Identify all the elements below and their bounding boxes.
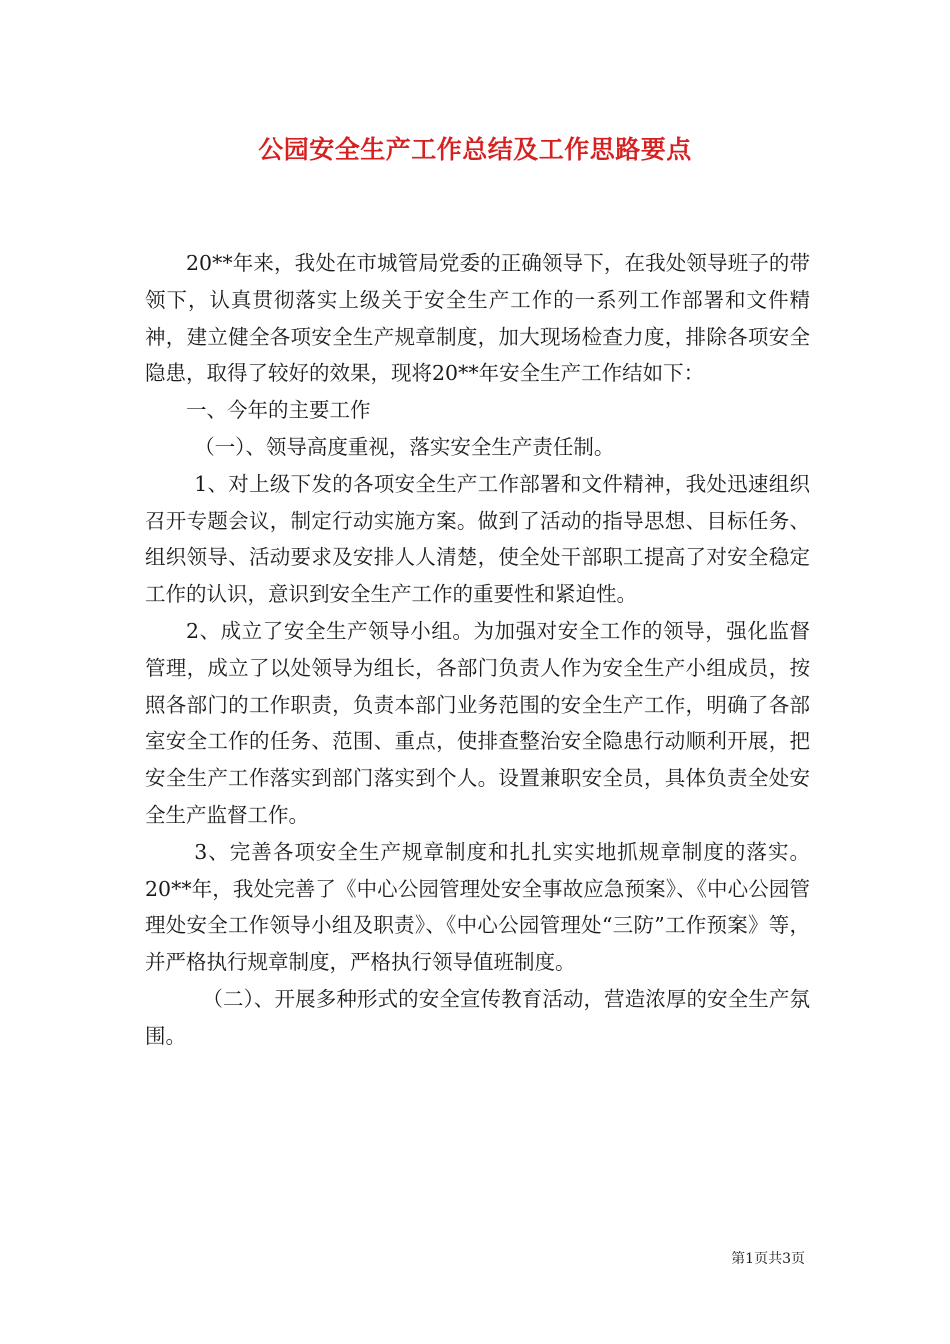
section-heading-main-work: 一、今年的主要工作 <box>186 398 371 423</box>
document-title: 公园安全生产工作总结及工作思路要点 <box>258 135 692 164</box>
paragraph-intro: 20**年来，我处在市城管局党委的正确领导下，在我处领导班子的带领下，认真贯彻落实上级关于安全生产工作的一系列工作部署和文件精神，建立健全各项安全生产规章制度，加大现场检查力度，排除各项安全隐患，取得了较好的效果，现将20**年安全生产工作结如下： <box>145 251 810 386</box>
document-body <box>145 245 810 1055</box>
page-number: 第1页共3页 <box>731 1251 805 1267</box>
paragraph-item-3: 3、完善各项安全生产规章制度和扎扎实实地抓规章制度的落实。20**年，我处完善了《中心公园管理处安全事故应急预案》、《中心公园管理处安全工作领导小组及职责》、《中心公园管理处“三防”工作预案》等，并严格执行规章制度，严格执行领导值班制度。 <box>145 839 810 975</box>
subsection-heading-2: （二）、开展多种形式的安全宣传教育活动，营造浓厚的安全生产氛围。 <box>145 986 810 1048</box>
subsection-heading-1: （一）、领导高度重视，落实安全生产责任制。 <box>194 434 615 459</box>
paragraph-item-2: 2、成立了安全生产领导小组。为加强对安全工作的领导，强化监督管理，成立了以处领导为组长，各部门负责人作为安全生产小组成员，按照各部门的工作职责，负责本部门业务范围的安全生产工作，明确了各部室安全工作的任务、范围、重点，使排查整治安全隐患行动顺利开展，把安全生产工作落实到部门落实到个人。设置兼职安全员，具体负责全处安全生产监督工作。 <box>145 618 810 827</box>
paragraph-item-1: 1、对上级下发的各项安全生产工作部署和文件精神，我处迅速组织召开专题会议，制定行动实施方案。做到了活动的指导思想、目标任务、组织领导、活动要求及安排人人清楚，使全处干部职工提高了对安全稳定工作的认识，意识到安全生产工作的重要性和紧迫性。 <box>145 471 810 607</box>
